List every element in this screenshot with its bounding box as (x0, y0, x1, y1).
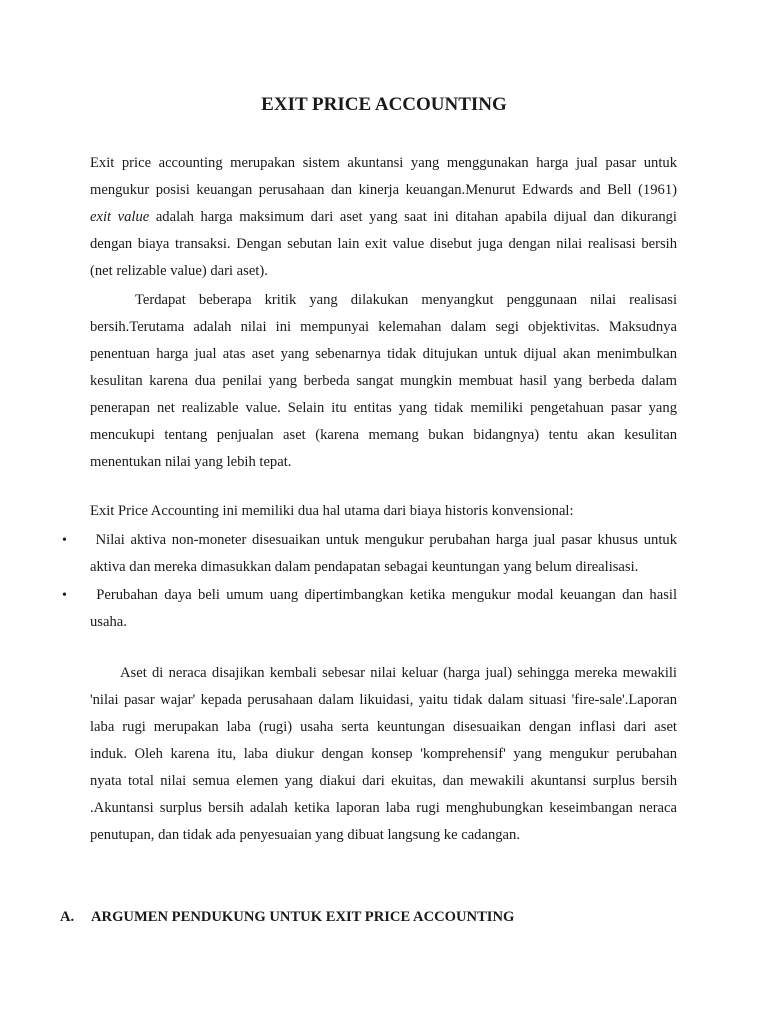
paragraph-line: 'nilai pasar wajar' kepada perusahaan dalam likuidasi, yaitu tidak dalam situasi 'fire-sale'.Laporan (90, 692, 677, 708)
paragraph-balance-sheet (90, 660, 677, 849)
list-item-text (90, 527, 677, 581)
paragraph-line: penerapan net realizable value. Selain itu entitas yang tidak memiliki pengetahuan pasar yang (90, 400, 677, 416)
paragraph-line: mencukupi tentang penjualan aset (karena memang bukan bidangnya) tentu akan kesulitan (90, 427, 677, 443)
paragraph-line (90, 204, 677, 231)
paragraph-line: Terdapat beberapa kritik yang dilakukan menyangkut penggunaan nilai realisasi (135, 292, 677, 308)
bullet-icon: • (62, 533, 67, 548)
paragraph-main-points (90, 498, 677, 525)
page-title: EXIT PRICE ACCOUNTING (261, 94, 507, 115)
paragraph-line: penentuan harga jual atas aset yang sebenarnya tidak ditujukan untuk dijual akan menimbulkan (90, 346, 677, 362)
paragraph-line: Aset di neraca disajikan kembali sebesar nilai keluar (harga jual) sehingga mereka mewakili (120, 665, 677, 681)
paragraph-line: (net relizable value) dari aset). (90, 263, 268, 279)
section-heading (60, 905, 514, 929)
paragraph-line: kesulitan karena dua penilai yang berbeda sangat mungkin membuat hasil yang berbeda dalam (90, 373, 677, 389)
paragraph-line: menentukan nilai yang lebih tepat. (90, 454, 292, 470)
list-item-text (90, 582, 677, 636)
list-item-line: usaha. (90, 614, 127, 630)
paragraph-line: Exit Price Accounting ini memiliki dua hal utama dari biaya historis konvensional: (90, 503, 574, 519)
paragraph-line: .Akuntansi surplus bersih adalah ketika laporan laba rugi menghubungkan keseimbangan neraca (90, 800, 677, 816)
paragraph-line: induk. Oleh karena itu, laba diukur dengan konsep 'komprehensif' yang mengukur perubahan (90, 746, 677, 762)
paragraph-line: mengukur posisi keuangan perusahaan dan kinerja keuangan.Menurut Edwards and Bell (1961) (90, 182, 677, 198)
paragraph-line: bersih.Terutama adalah nilai ini mempunyai kelemahan dalam segi objektivitas. Maksudnya (90, 319, 677, 335)
bullet-icon: • (62, 588, 67, 603)
list-item-line: Nilai aktiva non-moneter disesuaikan untuk mengukur perubahan harga jual pasar khusus untuk (90, 532, 677, 548)
list-item (60, 527, 677, 581)
paragraph-line-rest: adalah harga maksimum dari aset yang saat ini ditahan apabila dijual dan dikurangi (155, 209, 677, 225)
list-item-line: Perubahan daya beli umum uang dipertimbangkan ketika mengukur modal keuangan dan hasil (90, 587, 677, 603)
section-title: ARGUMEN PENDUKUNG UNTUK EXIT PRICE ACCOUNTING (91, 909, 515, 925)
bullet-list (60, 527, 677, 636)
list-item-line: aktiva dan mereka dimasukkan dalam pendapatan sebagai keuntungan yang belum direalisasi. (90, 559, 639, 575)
paragraph-criticism (90, 287, 677, 476)
paragraph-intro (90, 150, 677, 285)
list-item (60, 582, 677, 636)
paragraph-line: Exit price accounting merupakan sistem akuntansi yang menggunakan harga jual pasar untuk (90, 155, 677, 171)
paragraph-line: nyata total nilai semua elemen yang diakui dari ekuitas, dan mewakili akuntansi surplus bersih (90, 773, 677, 789)
paragraph-line: dengan biaya transaksi. Dengan sebutan lain exit value disebut juga dengan nilai realisasi bersih (90, 236, 677, 252)
paragraph-line: laba rugi merupakan laba (rugi) usaha serta keuntungan disesuaikan dengan inflasi dari aset (90, 719, 677, 735)
section-number: A. (60, 909, 75, 925)
paragraph-line: penutupan, dan tidak ada penyesuaian yang dibuat langsung ke cadangan. (90, 827, 520, 843)
italic-term: exit value (90, 209, 150, 225)
